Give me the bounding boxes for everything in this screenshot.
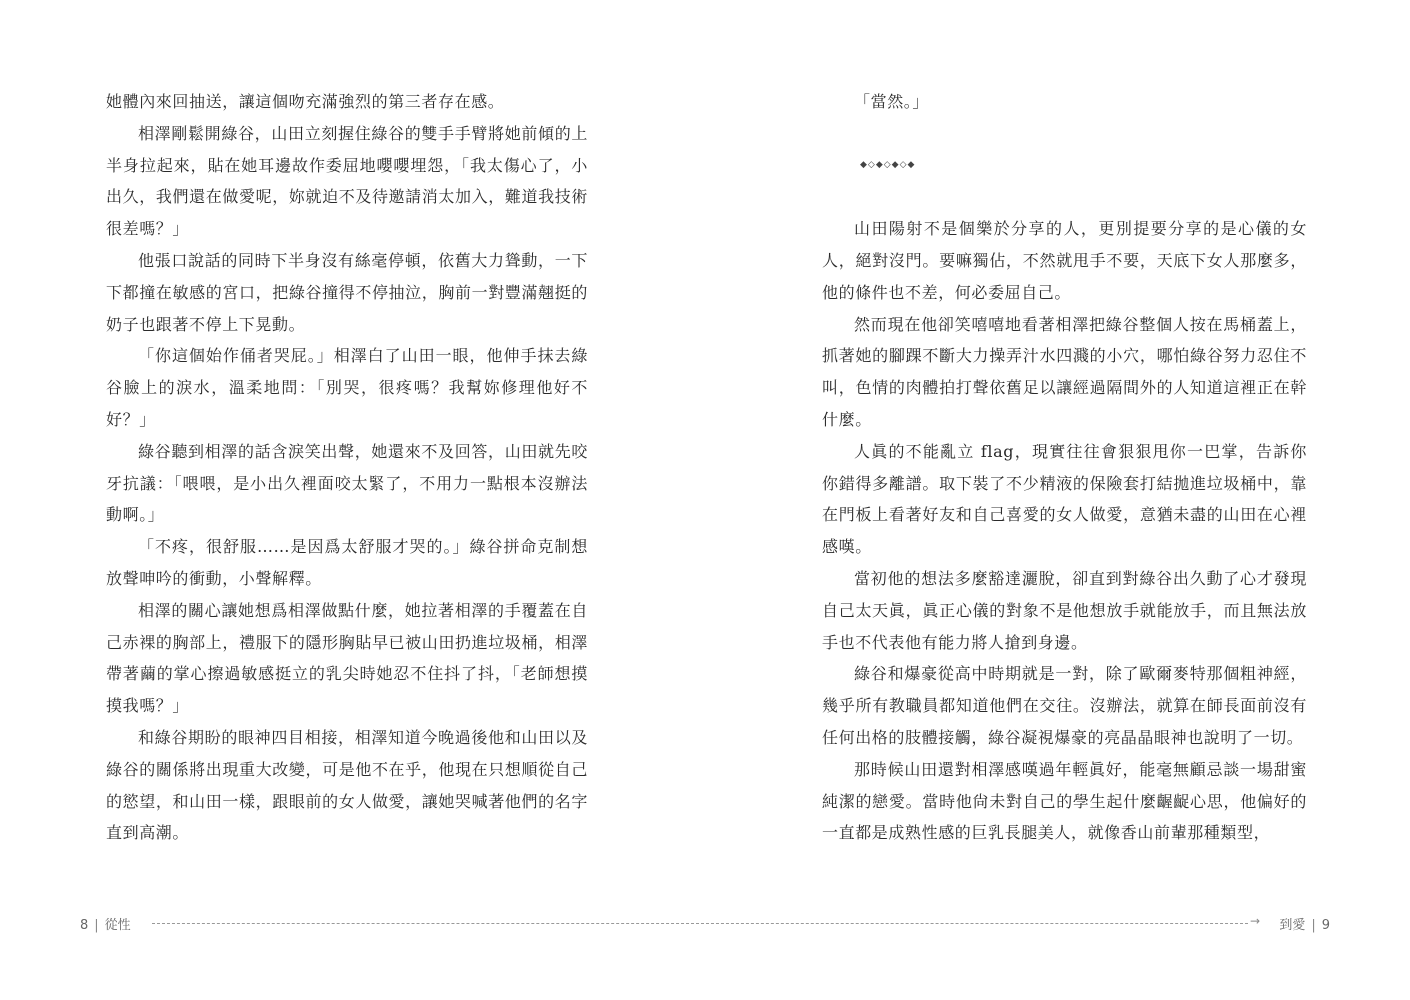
right-paragraph-6: 那時候山田還對相澤感嘆過年輕眞好，能毫無顧忌談一場甜蜜純潔的戀愛。當時他尙未對自己的學生起什麼齷齪心思，他偏好的一直都是成熟性感的巨乳長腿美人，就像香山前輩那種類型，: [822, 759, 1307, 843]
left-paragraph-6: 「不疼，很舒服……是因爲太舒服才哭的。」綠谷拼命克制想放聲呻吟的衝動，小聲解釋。: [106, 537, 588, 588]
left-paragraph-8: 和綠谷期盼的眼神四目相接，相澤知道今晚過後他和山田以及綠谷的關係將出現重大改變，可是他不在乎，他現在只想順從自己的慾望，和山田一樣，跟眼前的女人做愛，讓她哭喊著他們的名字直到高潮。: [106, 727, 588, 843]
left-divider: |: [94, 918, 99, 933]
left-footer: [80, 914, 131, 933]
right-paragraph-2: 然而現在他卻笑嘻嘻地看著相澤把綠谷整個人按在馬桶蓋上，抓著她的腳踝不斷大力操弄汁水四濺的小穴，哪怕綠谷努力忍住不叫，色情的肉體拍打聲依舊足以讓經過隔間外的人知道這裡正在幹什麼。: [822, 314, 1307, 429]
blank-line: [822, 118, 1307, 150]
scene-separator: ◆◇◆◇◆◇◆: [860, 159, 916, 170]
arrow-right-icon: →: [1249, 914, 1260, 928]
left-paragraph-3: 他張口說話的同時下半身沒有絲毫停頓，依舊大力聳動，一下下都撞在敏感的宮口，把綠谷撞得不停抽泣，胸前一對豐滿翹挺的奶子也跟著不停上下晃動。: [106, 250, 588, 334]
right-footer: [1279, 914, 1330, 933]
left-page-number: 8: [80, 918, 89, 933]
page-footer: [80, 912, 1330, 936]
right-running-title: 到愛: [1279, 918, 1306, 933]
right-paragraph-3: 人眞的不能亂立 flag，現實往往會狠狠甩你一巴掌，告訴你你錯得多離譜。取下裝了不少精液的保險套打結拋進垃圾桶中，靠在門板上看著好友和自己喜愛的女人做愛，意猶未盡的山田在心裡感嘆。: [822, 441, 1307, 557]
left-paragraph-2: 相澤剛鬆開綠谷，山田立刻握住綠谷的雙手手臂將她前傾的上半身拉起來，貼在她耳邊故作委屈地嚶嚶埋怨，「我太傷心了，小出久，我們還在做愛呢，妳就迫不及待邀請消太加入，難道我技術很差嗎？」: [106, 123, 588, 239]
right-divider: |: [1311, 918, 1316, 933]
left-paragraph-5: 綠谷聽到相澤的話含淚笑出聲，她還來不及回答，山田就先咬牙抗議：「喂喂，是小出久裡面咬太緊了，不用力一點根本沒辦法動啊。」: [106, 441, 588, 525]
right-page: [822, 86, 1307, 849]
right-opening-line: 「當然。」: [854, 92, 930, 111]
footer-dashed-rule: [152, 923, 1248, 924]
right-paragraph-1: 山田陽射不是個樂於分享的人，更別提要分享的是心儀的女人，絕對沒門。要嘛獨佔，不然就甩手不要，天底下女人那麼多，他的條件也不差，何必委屈自己。: [822, 219, 1307, 302]
right-paragraph-5: 綠谷和爆豪從高中時期就是一對，除了歐爾麥特那個粗神經，幾乎所有教職員都知道他們在交往。沒辦法，就算在師長面前沒有任何出格的肢體接觸，綠谷凝視爆豪的亮晶晶眼神也說明了一切。: [822, 664, 1307, 747]
left-running-title: 從性: [104, 918, 131, 933]
left-paragraph-1: 她體內來回抽送，讓這個吻充滿強烈的第三者存在感。: [106, 92, 505, 111]
right-paragraph-4: 當初他的想法多麼豁達灑脫，卻直到對綠谷出久動了心才發現自己太天眞，眞正心儀的對象不是他想放手就能放手，而且無法放手也不代表他有能力將人搶到身邊。: [822, 568, 1307, 652]
left-page: [106, 86, 588, 849]
right-page-number: 9: [1321, 918, 1330, 933]
left-paragraph-4: 「你這個始作俑者哭屁。」相澤白了山田一眼，他伸手抹去綠谷臉上的淚水，溫柔地問：「別哭，很疼嗎？我幫妳修理他好不好？」: [106, 346, 588, 429]
left-paragraph-7: 相澤的關心讓她想爲相澤做點什麼，她拉著相澤的手覆蓋在自己赤裸的胸部上，禮服下的隱形胸貼早已被山田扔進垃圾桶，相澤帶著繭的掌心擦過敏感挺立的乳尖時她忍不住抖了抖，「老師想摸摸我嗎？」: [106, 600, 588, 716]
